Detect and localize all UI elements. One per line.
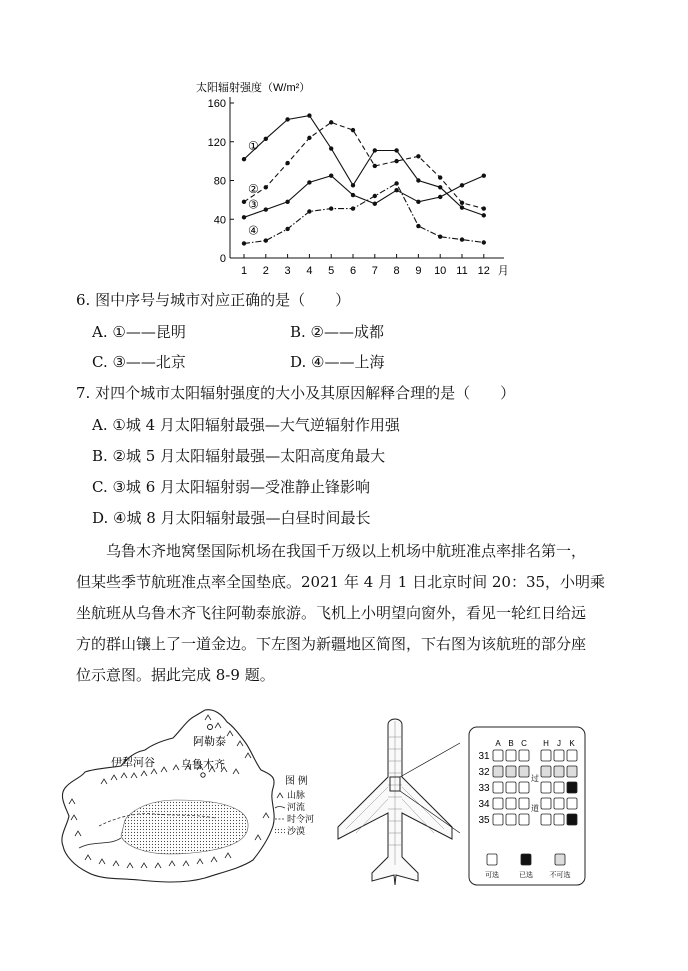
series-2-point — [264, 185, 268, 189]
y-tick-label: 160 — [207, 98, 226, 110]
q7-option-a: A. ①城 4 月太阳辐射最强—大气逆辐射作用强 — [92, 416, 400, 434]
desert-area — [121, 800, 248, 854]
series-3-point — [285, 200, 289, 204]
y-tick-label: 0 — [219, 253, 226, 265]
series-1-point — [416, 178, 420, 182]
xinjiang-outline — [62, 710, 274, 882]
series-1-point — [373, 148, 377, 152]
aisle-label: 过 — [531, 774, 539, 783]
urumqi-marker — [201, 773, 205, 777]
series-label-4: ④ — [248, 223, 259, 238]
seat[interactable] — [554, 766, 564, 777]
q7-option-d: D. ④城 8 月太阳辐射最强—白昼时间最长 — [92, 509, 371, 527]
seat[interactable] — [567, 766, 577, 777]
x-tick-label: 11 — [456, 265, 468, 277]
seat[interactable] — [541, 814, 551, 825]
seat[interactable] — [541, 750, 551, 761]
y-tick-label: 40 — [213, 214, 226, 227]
series-2-point — [351, 128, 355, 132]
series-4-point — [307, 209, 311, 213]
series-3-point — [460, 183, 464, 187]
seat-legend-available-symbol — [487, 854, 497, 865]
series-4-point — [394, 181, 398, 185]
series-1-point — [438, 185, 442, 189]
seat-row-label: 34 — [478, 799, 490, 810]
seat[interactable] — [567, 782, 577, 793]
seat[interactable] — [506, 798, 516, 809]
callout-line-top — [400, 743, 460, 777]
series-4-point — [482, 240, 486, 244]
seat[interactable] — [519, 814, 529, 825]
xinjiang-map — [55, 708, 320, 888]
series-1-point — [242, 157, 246, 161]
series-4-point — [438, 234, 442, 238]
seat-legend-taken-label: 已选 — [519, 872, 533, 879]
series-1-point — [307, 113, 311, 117]
seat[interactable] — [554, 782, 564, 793]
map-legend — [275, 774, 314, 836]
airplane-panel-lines — [346, 721, 444, 865]
seat[interactable] — [493, 798, 503, 809]
seat[interactable] — [506, 814, 516, 825]
seat[interactable] — [506, 782, 516, 793]
series-2-point — [242, 200, 246, 204]
seat[interactable] — [541, 766, 551, 777]
passage-line-5: 位示意图。据此完成 8-9 题。 — [76, 666, 275, 684]
x-tick-label: 7 — [371, 265, 378, 277]
passage-line-2: 但某些季节航班准点率全国垫底。2021 年 4 月 1 日北京时间 20：35，小明乘 — [76, 573, 606, 591]
legend-river-label: 河流 — [287, 802, 306, 812]
series-3-point — [482, 173, 486, 177]
series-1-point — [482, 213, 486, 217]
series-label-2: ② — [248, 181, 259, 196]
q6-option-d: D. ④——上海 — [290, 353, 385, 371]
series-line-2 — [244, 122, 484, 208]
seat[interactable] — [493, 782, 503, 793]
seat[interactable] — [567, 814, 577, 825]
series-2-point — [438, 175, 442, 179]
series-2-point — [285, 161, 289, 165]
urumqi-label: 乌鲁木齐 — [181, 759, 225, 771]
series-2-point — [329, 120, 333, 124]
seat[interactable] — [567, 798, 577, 809]
seat-legend-taken-symbol — [521, 854, 531, 865]
q7-stem: 7. 对四个城市太阳辐射强度的大小及其原因解释合理的是（ ） — [76, 384, 516, 402]
q7-option-b: B. ②城 5 月太阳辐射最强—太阳高度角最大 — [92, 447, 386, 465]
series-4-point — [285, 227, 289, 231]
seat-legend-unavailable-symbol — [555, 854, 565, 865]
seat-col-label: J — [557, 739, 561, 748]
series-2-point — [482, 206, 486, 210]
q7-option-c: C. ③城 6 月太阳辐射弱—受准静止锋影响 — [92, 478, 371, 496]
series-3-point — [329, 173, 333, 177]
series-2-point — [373, 164, 377, 168]
series-4-point — [242, 241, 246, 245]
series-line-3 — [244, 176, 484, 218]
series-line-1 — [244, 116, 484, 216]
chart-title: 太阳辐射强度（W/m²） — [196, 82, 311, 94]
seat-legend-available-label: 可选 — [485, 872, 499, 879]
airplane-diagram — [330, 715, 460, 890]
seat[interactable] — [519, 766, 529, 777]
series-label-3: ③ — [248, 197, 259, 212]
x-tick-label: 9 — [415, 265, 422, 277]
series-1-point — [351, 183, 355, 187]
series-4-point — [416, 224, 420, 228]
altay-label: 阿勒泰 — [193, 736, 226, 748]
seat-row-label: 35 — [478, 815, 490, 826]
legend-mountain-label: 山脉 — [287, 790, 306, 800]
solar-radiation-chart — [190, 75, 510, 285]
seat-legend-unavailable-label: 不可选 — [549, 872, 571, 879]
y-tick-label: 120 — [207, 136, 226, 149]
legend-title: 图 例 — [285, 776, 308, 787]
river — [79, 838, 121, 848]
x-tick-label: 1 — [240, 265, 248, 277]
seat[interactable] — [519, 798, 529, 809]
legend-river-symbol — [275, 807, 285, 809]
seat[interactable] — [506, 766, 516, 777]
q6-stem: 6. 图中序号与城市对应正确的是（ ） — [76, 291, 351, 309]
series-2-point — [307, 136, 311, 140]
aisle-label: 道 — [531, 804, 539, 813]
legend-mountain-symbol — [277, 793, 283, 798]
seat[interactable] — [506, 750, 516, 761]
seat[interactable] — [541, 798, 551, 809]
series-4-point — [329, 206, 333, 210]
seat[interactable] — [554, 814, 564, 825]
seat[interactable] — [519, 782, 529, 793]
series-1-point — [264, 137, 268, 141]
yili-label: 伊犁河谷 — [111, 757, 155, 769]
seat-row-label: 32 — [478, 767, 490, 778]
series-3-point — [264, 207, 268, 211]
series-1-point — [285, 117, 289, 121]
seat[interactable] — [493, 750, 503, 761]
altay-marker — [208, 725, 213, 730]
seat[interactable] — [493, 766, 503, 777]
y-tick-label: 80 — [213, 175, 226, 188]
seat-map — [468, 726, 586, 886]
passage-line-4: 方的群山镶上了一道金边。下左图为新疆地区简图，下右图为该航班的部分座 — [76, 635, 587, 653]
passage-line-1: 乌鲁木齐地窝堡国际机场在我国千万级以上机场中航班准点率排名第一， — [76, 542, 587, 560]
x-tick-label: 10 — [434, 265, 447, 277]
seat-row-label: 31 — [478, 751, 490, 762]
x-tick-label: 8 — [393, 265, 400, 277]
x-axis-label: 月 — [497, 265, 509, 277]
series-label-1: ① — [248, 139, 259, 154]
series-1-point — [460, 205, 464, 209]
series-3-point — [416, 200, 420, 204]
seat-col-label: B — [508, 739, 514, 748]
series-3-point — [307, 180, 311, 184]
seat[interactable] — [554, 798, 564, 809]
series-2-point — [416, 154, 420, 158]
series-2-point — [394, 159, 398, 163]
x-tick-label: 2 — [262, 265, 269, 277]
series-3-point — [438, 195, 442, 199]
seat-col-label: A — [495, 739, 501, 748]
series-4-point — [460, 237, 464, 241]
legend-seasonal-label: 时令河 — [287, 814, 315, 824]
x-tick-label: 4 — [306, 265, 313, 277]
seat-row-label: 33 — [478, 783, 490, 794]
series-3-point — [351, 193, 355, 197]
legend-desert-label: 沙漠 — [287, 826, 306, 836]
x-tick-label: 6 — [349, 265, 357, 277]
x-tick-label: 5 — [328, 265, 335, 277]
series-3-point — [373, 202, 377, 206]
seat[interactable] — [554, 750, 564, 761]
series-3-point — [242, 215, 246, 219]
seat[interactable] — [567, 750, 577, 761]
q6-option-b: B. ②——成都 — [290, 323, 385, 341]
seat[interactable] — [519, 750, 529, 761]
series-1-point — [394, 148, 398, 152]
q6-option-c: C. ③——北京 — [92, 353, 186, 371]
seat[interactable] — [493, 814, 503, 825]
seat-col-label: K — [569, 739, 575, 748]
series-2-point — [460, 201, 464, 205]
series-1-point — [329, 146, 333, 150]
q6-option-a: A. ①——昆明 — [92, 323, 186, 341]
passage-line-3: 坐航班从乌鲁木齐飞往阿勒泰旅游。飞机上小明望向窗外，看见一轮红日给远 — [76, 604, 587, 622]
seat-col-label: C — [521, 739, 527, 748]
x-tick-label: 12 — [477, 265, 490, 277]
series-4-point — [351, 206, 355, 210]
series-3-point — [394, 188, 398, 192]
series-4-point — [264, 238, 268, 242]
legend-desert-symbol — [275, 827, 285, 834]
series-4-point — [373, 194, 377, 198]
seat[interactable] — [541, 782, 551, 793]
x-tick-label: 3 — [284, 265, 291, 277]
seat-col-label: H — [543, 739, 549, 748]
